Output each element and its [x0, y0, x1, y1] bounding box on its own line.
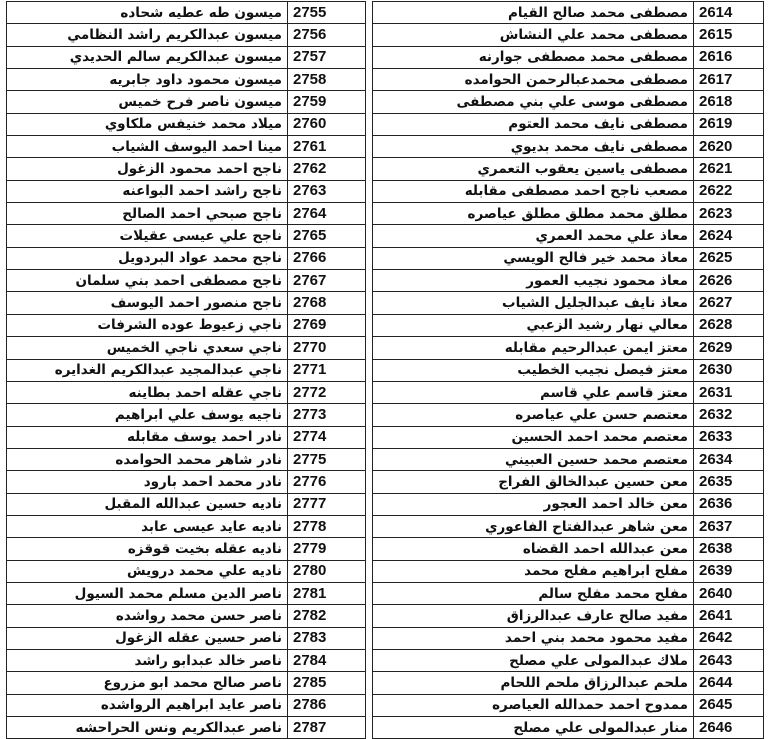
row-number: 2644 — [694, 672, 764, 694]
row-number: 2646 — [694, 717, 764, 739]
table-row — [7, 582, 366, 604]
row-number: 2760 — [288, 113, 366, 135]
person-name: ناجح راشد احمد البواعنه — [7, 180, 288, 202]
row-number: 2626 — [694, 270, 764, 292]
row-number: 2619 — [694, 113, 764, 135]
person-name: ناديه حسين عبدالله المقبل — [7, 493, 288, 515]
person-name: ناجي سعدي ناجي الخميس — [7, 337, 288, 359]
row-number: 2775 — [288, 448, 366, 470]
person-name: معن عبدالله احمد القضاه — [373, 538, 694, 560]
row-number: 2618 — [694, 91, 764, 113]
row-number: 2758 — [288, 69, 366, 91]
person-name: مصطفى محمد صالح القيام — [373, 2, 694, 24]
table-row — [373, 158, 764, 180]
person-name: ناصر عبدالكريم ونس الحراحشه — [7, 717, 288, 739]
person-name: ناجي عبدالمجيد عبدالكريم الغدايره — [7, 359, 288, 381]
table-row — [373, 46, 764, 68]
table-row — [373, 538, 764, 560]
person-name: ناديه علي محمد درويش — [7, 560, 288, 582]
table-row — [7, 493, 366, 515]
person-name: ناجح صبحي احمد الصالح — [7, 203, 288, 225]
row-number: 2756 — [288, 24, 366, 46]
table-row — [7, 225, 366, 247]
table-row — [7, 180, 366, 202]
table-row — [373, 448, 764, 470]
table-row — [7, 359, 366, 381]
table-row — [7, 69, 366, 91]
row-number: 2783 — [288, 627, 366, 649]
row-number: 2774 — [288, 426, 366, 448]
row-number: 2623 — [694, 203, 764, 225]
row-number: 2772 — [288, 381, 366, 403]
person-name: مصطفى نايف محمد العتوم — [373, 113, 694, 135]
table-row — [7, 136, 366, 158]
person-name: ناجي عقله احمد بطاينه — [7, 381, 288, 403]
person-name: ناصر حسين عقله الزغول — [7, 627, 288, 649]
person-name: مينا احمد اليوسف الشياب — [7, 136, 288, 158]
row-number: 2759 — [288, 91, 366, 113]
row-number: 2641 — [694, 605, 764, 627]
person-name: ناصر عايد ابراهيم الرواشده — [7, 694, 288, 716]
person-name: ميسون عبدالكريم سالم الحديدي — [7, 46, 288, 68]
person-name: معالي نهار رشيد الزعبي — [373, 314, 694, 336]
person-name: ناجح محمد عواد البردويل — [7, 247, 288, 269]
row-number: 2643 — [694, 649, 764, 671]
row-number: 2771 — [288, 359, 366, 381]
person-name: نادر شاهر محمد الحوامده — [7, 448, 288, 470]
table-row — [7, 314, 366, 336]
person-name: ناجح احمد محمود الزغول — [7, 158, 288, 180]
table-row — [373, 292, 764, 314]
table-row — [7, 158, 366, 180]
table-row — [7, 270, 366, 292]
table-row — [373, 270, 764, 292]
person-name: معاذ علي محمد العمري — [373, 225, 694, 247]
right-name-table — [372, 1, 764, 739]
person-name: ميسون عبدالكريم راشد النظامي — [7, 24, 288, 46]
row-number: 2776 — [288, 471, 366, 493]
table-row — [7, 426, 366, 448]
person-name: ميسون محمود داود جابريه — [7, 69, 288, 91]
row-number: 2629 — [694, 337, 764, 359]
row-number: 2757 — [288, 46, 366, 68]
table-row — [7, 560, 366, 582]
row-number: 2637 — [694, 515, 764, 537]
table-row — [7, 2, 366, 24]
table-row — [7, 404, 366, 426]
row-number: 2767 — [288, 270, 366, 292]
person-name: معن خالد احمد العجور — [373, 493, 694, 515]
person-name: ناصر حسن محمد رواشده — [7, 605, 288, 627]
row-number: 2765 — [288, 225, 366, 247]
person-name: ملاك عبدالمولى علي مصلح — [373, 649, 694, 671]
table-row — [7, 694, 366, 716]
row-number: 2768 — [288, 292, 366, 314]
person-name: ميسون ناصر فرح خميس — [7, 91, 288, 113]
row-number: 2617 — [694, 69, 764, 91]
row-number: 2763 — [288, 180, 366, 202]
table-row — [7, 627, 366, 649]
person-name: مفيد محمود محمد بني احمد — [373, 627, 694, 649]
person-name: ناجح علي عيسى عقيلات — [7, 225, 288, 247]
table-row — [373, 605, 764, 627]
person-name: ناديه عايد عيسى عابد — [7, 515, 288, 537]
table-row — [7, 471, 366, 493]
person-name: معن شاهر عبدالفتاح الفاعوري — [373, 515, 694, 537]
table-row — [373, 717, 764, 739]
row-number: 2770 — [288, 337, 366, 359]
row-number: 2773 — [288, 404, 366, 426]
row-number: 2634 — [694, 448, 764, 470]
person-name: مصطفى محمد مصطفى جوارنه — [373, 46, 694, 68]
person-name: معن حسين عبدالخالق الفراج — [373, 471, 694, 493]
person-name: ميسون طه عطيه شحاده — [7, 2, 288, 24]
table-row — [7, 717, 366, 739]
person-name: نادر محمد احمد بارود — [7, 471, 288, 493]
row-number: 2769 — [288, 314, 366, 336]
table-row — [7, 292, 366, 314]
table-row — [7, 649, 366, 671]
person-name: معتز فيصل نجيب الخطيب — [373, 359, 694, 381]
row-number: 2640 — [694, 582, 764, 604]
row-number: 2766 — [288, 247, 366, 269]
person-name: مصطفى نايف محمد بديوي — [373, 136, 694, 158]
person-name: مصعب ناجح احمد مصطفى مقابله — [373, 180, 694, 202]
table-row — [7, 672, 366, 694]
row-number: 2755 — [288, 2, 366, 24]
row-number: 2633 — [694, 426, 764, 448]
row-number: 2780 — [288, 560, 366, 582]
person-name: معاذ نايف عبدالجليل الشياب — [373, 292, 694, 314]
person-name: ناجح مصطفى احمد بني سلمان — [7, 270, 288, 292]
row-number: 2782 — [288, 605, 366, 627]
table-row — [7, 381, 366, 403]
row-number: 2784 — [288, 649, 366, 671]
person-name: ناصر صالح محمد ابو مزروع — [7, 672, 288, 694]
table-row — [7, 113, 366, 135]
person-name: معاذ محمود نجيب العمور — [373, 270, 694, 292]
row-number: 2628 — [694, 314, 764, 336]
person-name: ملحم عبدالرزاق ملحم اللحام — [373, 672, 694, 694]
row-number: 2781 — [288, 582, 366, 604]
table-row — [373, 515, 764, 537]
person-name: ممدوح احمد حمدالله العياصره — [373, 694, 694, 716]
table-row — [7, 203, 366, 225]
table-row — [7, 337, 366, 359]
person-name: ناجيه يوسف علي ابراهيم — [7, 404, 288, 426]
table-row — [7, 448, 366, 470]
row-number: 2779 — [288, 538, 366, 560]
row-number: 2636 — [694, 493, 764, 515]
row-number: 2764 — [288, 203, 366, 225]
row-number: 2785 — [288, 672, 366, 694]
table-row — [373, 24, 764, 46]
table-row — [7, 538, 366, 560]
table-row — [373, 2, 764, 24]
table-row — [373, 337, 764, 359]
table-row — [373, 136, 764, 158]
person-name: منار عبدالمولى علي مصلح — [373, 717, 694, 739]
row-number: 2639 — [694, 560, 764, 582]
row-number: 2620 — [694, 136, 764, 158]
row-number: 2645 — [694, 694, 764, 716]
person-name: ناصر الدين مسلم محمد السيول — [7, 582, 288, 604]
person-name: مفيد صالح عارف عبدالرزاق — [373, 605, 694, 627]
row-number: 2622 — [694, 180, 764, 202]
person-name: معتصم محمد حسين العبيني — [373, 448, 694, 470]
table-row — [373, 471, 764, 493]
table-row — [373, 314, 764, 336]
table-row — [373, 91, 764, 113]
table-row — [373, 203, 764, 225]
row-number: 2625 — [694, 247, 764, 269]
table-row — [373, 582, 764, 604]
row-number: 2642 — [694, 627, 764, 649]
person-name: ناجي زعيوط عوده الشرفات — [7, 314, 288, 336]
table-row — [373, 694, 764, 716]
person-name: ميلاد محمد خنيفس ملكاوي — [7, 113, 288, 135]
row-number: 2638 — [694, 538, 764, 560]
person-name: معتصم محمد احمد الحسين — [373, 426, 694, 448]
table-row — [373, 560, 764, 582]
person-name: معتز ايمن عبدالرحيم مقابله — [373, 337, 694, 359]
row-number: 2777 — [288, 493, 366, 515]
table-row — [373, 627, 764, 649]
person-name: مصطفى موسى علي بني مصطفى — [373, 91, 694, 113]
person-name: ناديه عقله بخيت قوقزه — [7, 538, 288, 560]
row-number: 2787 — [288, 717, 366, 739]
row-number: 2624 — [694, 225, 764, 247]
person-name: ناصر خالد عبدابو راشد — [7, 649, 288, 671]
right-table-body — [373, 2, 764, 739]
left-name-table — [6, 1, 366, 739]
table-row — [373, 113, 764, 135]
person-name: مطلق محمد مطلق مطلق عياصره — [373, 203, 694, 225]
row-number: 2635 — [694, 471, 764, 493]
table-row — [373, 426, 764, 448]
row-number: 2630 — [694, 359, 764, 381]
table-row — [7, 515, 366, 537]
row-number: 2762 — [288, 158, 366, 180]
row-number: 2778 — [288, 515, 366, 537]
table-row — [373, 381, 764, 403]
table-row — [7, 91, 366, 113]
person-name: نادر احمد يوسف مقابله — [7, 426, 288, 448]
row-number: 2786 — [288, 694, 366, 716]
table-row — [373, 180, 764, 202]
person-name: معاذ محمد خير فالح الويسي — [373, 247, 694, 269]
row-number: 2616 — [694, 46, 764, 68]
table-row — [373, 69, 764, 91]
row-number: 2761 — [288, 136, 366, 158]
row-number: 2627 — [694, 292, 764, 314]
person-name: معتصم حسن علي عياصره — [373, 404, 694, 426]
table-row — [7, 247, 366, 269]
person-name: مصطفى ياسين يعقوب التعمري — [373, 158, 694, 180]
table-row — [373, 649, 764, 671]
person-name: مصطفى محمد علي النشاش — [373, 24, 694, 46]
row-number: 2614 — [694, 2, 764, 24]
table-row — [7, 46, 366, 68]
person-name: مصطفى محمدعبالرحمن الحوامده — [373, 69, 694, 91]
table-row — [373, 359, 764, 381]
person-name: مفلح ابراهيم مفلح محمد — [373, 560, 694, 582]
table-row — [373, 493, 764, 515]
row-number: 2631 — [694, 381, 764, 403]
left-table-body — [7, 2, 366, 739]
table-row — [373, 672, 764, 694]
row-number: 2632 — [694, 404, 764, 426]
person-name: معتز قاسم علي قاسم — [373, 381, 694, 403]
table-row — [7, 605, 366, 627]
person-name: مفلح محمد مفلح سالم — [373, 582, 694, 604]
row-number: 2615 — [694, 24, 764, 46]
table-row — [7, 24, 366, 46]
table-row — [373, 404, 764, 426]
table-row — [373, 225, 764, 247]
table-row — [373, 247, 764, 269]
person-name: ناجح منصور احمد اليوسف — [7, 292, 288, 314]
row-number: 2621 — [694, 158, 764, 180]
